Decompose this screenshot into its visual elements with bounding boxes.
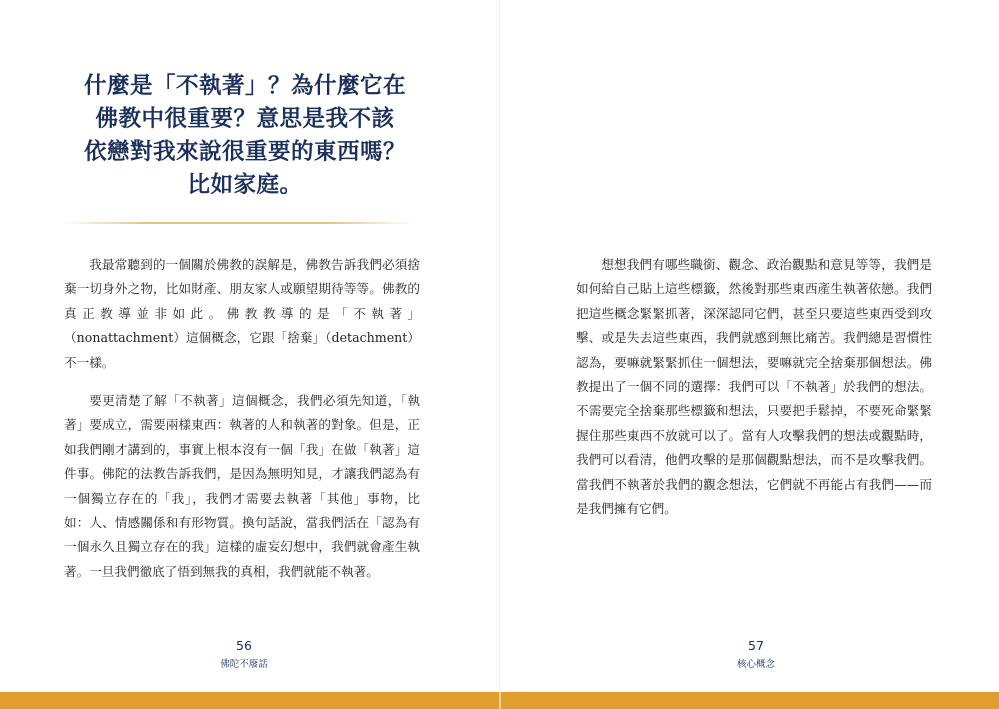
footer-band-divider — [499, 692, 501, 709]
heading-line-2: 佛教中很重要？意思是我不該 — [95, 106, 395, 132]
right-folio — [676, 638, 836, 673]
right-paragraph-1: 想想我們有哪些職銜、觀念、政治觀點和意見等等，我們是如何給自己貼上這些標籤，然後對那些東西產生執著依戀。我們把這些概念緊緊抓著，深深認同它們，甚至只要這些東西受到攻擊、或是失去這些東西，我們就感到無比痛苦。我們總是習慣性認為，要嘛就緊緊抓住一個想法，要嘛就完全捨棄那個想法。佛教提出了一個不同的選擇：我們可以「不執著」於我們的想法。不需要完全捨棄那些標籤和想法，只要把手鬆掉，不要死命緊緊握住那些東西不放就可以了。當有人攻擊我們的想法或觀點時，我們可以看清，他們攻擊的是那個觀點想法，而不是攻擊我們。當我們不執著於我們的觀念想法，它們就不再能占有我們——而是我們擁有它們。 — [576, 257, 932, 517]
left-paragraph-1: 我最常聽到的一個關於佛教的誤解是，佛教告訴我們必須捨棄一切身外之物，比如財產、朋友家人或願望期待等等。佛教的真正教導並非如此。佛教教導的是「不執著」（nonattachment）這個概念，它跟「捨棄」（detachment）不一樣。 — [64, 257, 420, 370]
left-body-text — [64, 253, 420, 598]
heading-divider — [62, 222, 414, 224]
running-title-left: 佛陀不廢話 — [220, 659, 268, 670]
right-body-text — [576, 253, 932, 535]
left-page — [0, 0, 499, 709]
heading-line-4: 比如家庭。 — [187, 172, 303, 198]
running-title-right: 核心概念 — [736, 659, 775, 670]
left-folio — [164, 638, 324, 673]
left-paragraph-2: 要更清楚了解「不執著」這個概念，我們必須先知道，「執著」要成立，需要兩樣東西：執著的人和執著的對象。但是，正如我們剛才講到的，事實上根本沒有一個「我」在做「執著」這件事。佛陀的法教告訴我們，是因為無明知見，才讓我們認為有一個獨立存在的「我」，我們才需要去執著「其他」事物，比如：人、情感關係和有形物質。換句話說，當我們活在「認為有一個永久且獨立存在的我」這樣的虛妄幻想中，我們就會產生執著。一旦我們徹底了悟到無我的真相，我們就能不執著。 — [64, 393, 420, 579]
right-page — [500, 0, 999, 709]
heading-line-1: 什麼是「不執著」？為什麼它在 — [83, 73, 406, 99]
chapter-question-heading — [62, 70, 428, 202]
heading-line-3: 依戀對我來說很重要的東西嗎？ — [83, 139, 406, 165]
page-number-right: 57 — [748, 638, 764, 653]
page-number-left: 56 — [236, 638, 252, 653]
